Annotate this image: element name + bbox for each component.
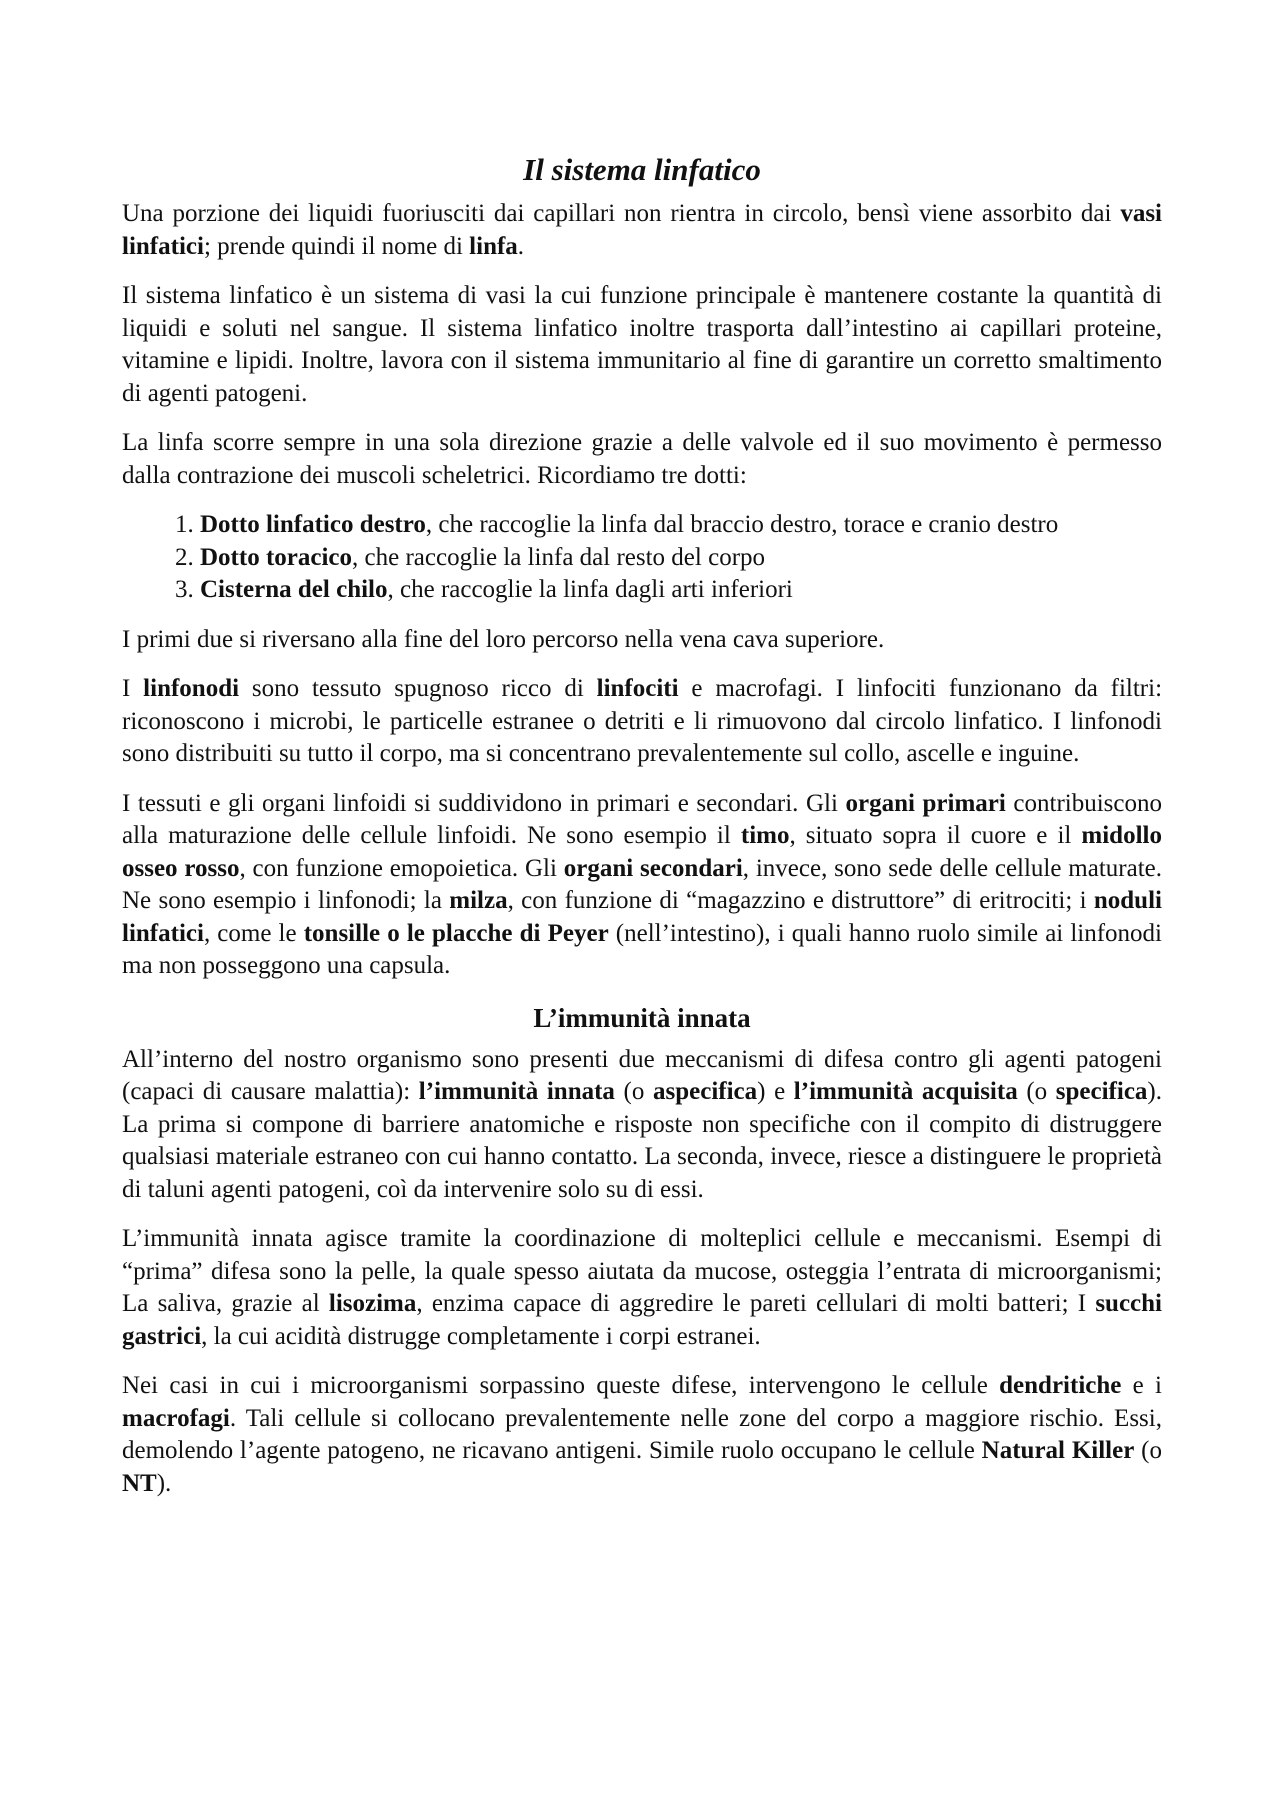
bold-term: lisozima: [328, 1290, 417, 1317]
bold-term: organi secondari: [563, 854, 743, 882]
bold-term: linfa: [469, 232, 518, 260]
text-run: , che raccoglie la linfa dal braccio destro, torace e cranio destro: [425, 511, 1059, 538]
bold-term: Dotto toracico: [200, 543, 353, 571]
paragraph-lymph-nodes: [122, 673, 1162, 771]
text-run: Una porzione dei liquidi fuoriusciti dai capillari non rientra in circolo, bensì viene assorbito dai: [122, 200, 1121, 227]
paragraph-immunity-types: [122, 1044, 1162, 1207]
page-title: Il sistema linfatico: [523, 152, 761, 187]
text-run: All’interno del nostro organismo sono presenti due meccanismi di difesa contro gli agenti patogeni (capaci di causare malattia):: [122, 1045, 1162, 1105]
ducts-list: [122, 509, 1162, 607]
paragraph-lymph-intro: [122, 198, 1162, 263]
bold-term: l’immunità innata: [418, 1078, 615, 1105]
text-run: , la cui acidità distrugge completamente i corpi estranei.: [201, 1322, 761, 1350]
text-run: Nei casi in cui i microorganismi sorpassino queste difese, intervengono le cellule: [122, 1372, 1000, 1399]
text-run: . Tali cellule si collocano prevalentemente nelle zone del corpo a maggiore rischio. Essi, demolendo l’agente patogeno, ne ricavano antigeni. Simile ruolo occupano le cellule: [122, 1404, 1162, 1464]
text-run: (nell’intestino), i quali hanno ruolo simile ai linfonodi ma non posseggono una capsula.: [122, 919, 1163, 979]
bold-term: linfonodi: [143, 675, 240, 702]
bold-term: macrofagi: [122, 1404, 230, 1432]
bold-term: Natural Killer: [981, 1437, 1135, 1464]
bold-term: NT: [122, 1469, 157, 1497]
list-item: [200, 509, 1162, 542]
bold-term: milza: [449, 887, 508, 914]
bold-term: dendritiche: [999, 1372, 1122, 1399]
text-run: , con funzione di “magazzino e distruttore” di eritrociti; i: [507, 887, 1094, 914]
text-run: contribuiscono alla maturazione delle cellule linfoidi. Ne sono esempio il: [122, 789, 1162, 849]
bold-term: Cisterna del chilo: [200, 576, 388, 603]
paragraph-lymph-function: Il sistema linfatico è un sistema di vasi la cui funzione principale è mantenere costante la quantità di liquidi e soluti nel sangue. Il sistema linfatico inoltre trasporta dall’intestino ai capillari proteine, vitamine e lipidi. Inoltre, lavora con il sistema immunitario al fine di garantire un corretto smaltimento di agenti patogeni.: [122, 282, 1162, 407]
bold-term: timo: [740, 822, 790, 849]
text-run: (o: [1017, 1078, 1056, 1105]
text-run: I tessuti e gli organi linfoidi si suddividono in primari e secondari. Gli: [122, 789, 846, 817]
bold-term: linfociti: [596, 675, 679, 702]
text-run: ) e: [757, 1078, 794, 1105]
bold-term: tonsille o le placche di Peyer: [303, 919, 609, 947]
paragraph-immune-cells: [122, 1370, 1162, 1500]
paragraph-vena-cava: I primi due si riversano alla fine del loro percorso nella vena cava superiore.: [122, 625, 885, 653]
list-item: [200, 542, 1162, 575]
text-run: I: [122, 675, 144, 702]
bold-term: aspecifica: [653, 1078, 758, 1105]
bold-term: Dotto linfatico destro: [200, 511, 426, 538]
text-run: , enzima capace di aggredire le pareti cellulari di molti batteri; I: [416, 1290, 1096, 1317]
text-run: , che raccoglie la linfa dagli arti inferiori: [387, 576, 793, 603]
text-run: ).: [156, 1469, 172, 1497]
bold-term: succhi gastrici: [122, 1290, 1162, 1350]
text-run: , con funzione emopoietica. Gli: [239, 854, 564, 882]
bold-term: vasi linfatici: [122, 200, 1162, 260]
text-run: e i: [1121, 1372, 1162, 1399]
text-run: ; prende quindi il nome di: [203, 232, 470, 260]
paragraph-lymph-flow: La linfa scorre sempre in una sola direzione grazie a delle valvole ed il suo movimento è permesso dalla contrazione dei muscoli scheletrici. Ricordiamo tre dotti:: [122, 429, 1162, 489]
text-run: , che raccoglie la linfa dal resto del corpo: [352, 543, 766, 571]
text-run: , invece, sono sede delle cellule maturate. Ne sono esempio i linfonodi; la: [122, 854, 1162, 914]
text-run: , come le: [203, 919, 304, 947]
text-run: (o: [614, 1078, 653, 1105]
text-run: L’immunità innata agisce tramite la coordinazione di molteplici cellule e meccanismi. Esempi di “prima” difesa sono la pelle, la quale spesso aiutata da mucose, osteggia l’entrata di microorganismi; La saliva, grazie al: [122, 1225, 1162, 1317]
document-page: [122, 150, 1162, 1517]
text-run: sono tessuto spugnoso ricco di: [239, 675, 597, 702]
text-run: e macrofagi. I linfociti funzionano da filtri: riconoscono i microbi, le particelle estranee o detriti e li rimuovono dal circolo linfatico. I linfonodi sono distribuiti su tutto il corpo, ma si concentrano prevalentemente sul collo, ascelle e inguine.: [122, 675, 1163, 767]
bold-term: specifica: [1055, 1078, 1148, 1105]
bold-term: noduli linfatici: [122, 887, 1162, 947]
bold-term: midollo osseo rosso: [122, 822, 1162, 882]
section-heading: L’immunità innata: [533, 1002, 751, 1033]
text-run: ). La prima si compone di barriere anatomiche e risposte non specifiche con il compito di distruggere qualsiasi materiale estraneo con cui hanno contatto. La seconda, invece, riesce a distinguere le proprietà di taluni agenti patogeni, coì da intervenire solo su di essi.: [122, 1078, 1162, 1203]
text-run: .: [517, 232, 525, 260]
list-item: [200, 574, 1162, 607]
text-run: (o: [1134, 1437, 1162, 1464]
bold-term: l’immunità acquisita: [793, 1078, 1018, 1105]
paragraph-first-defense: [122, 1223, 1162, 1353]
paragraph-lymphoid-organs: [122, 788, 1162, 983]
bold-term: organi primari: [845, 789, 1006, 817]
text-run: , situato sopra il cuore e il: [789, 822, 1082, 849]
